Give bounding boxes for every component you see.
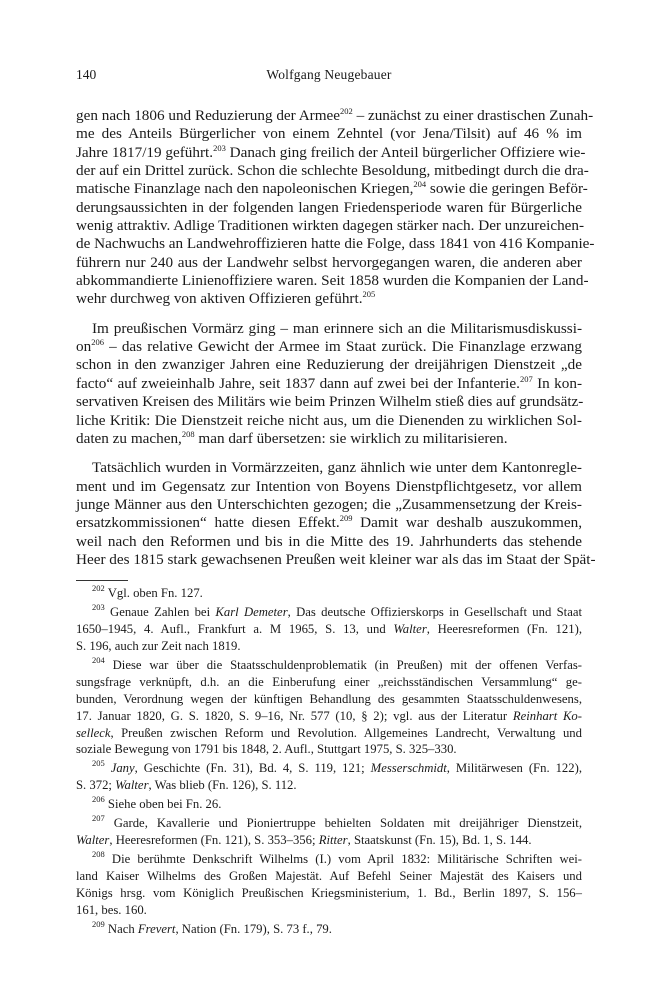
text-line: 161, bes. 160. [76,902,147,917]
text-line: abkommandierte Linienoffiziere waren. Seit 1858 wurden die Kompanien der Land- [76,272,589,290]
footnote-mark: 203 [213,142,226,153]
footnote [76,585,582,602]
paragraph [76,459,596,569]
text-line: $^{209}$ Nach Frevert, Nation (Fn. 179), S. 73 f., 79. [92,918,332,936]
text-line: bunden, Verordnung wegen der künftigen Behandlung des gesammten Staatsschuldenwesens, [76,691,582,706]
footnote-mark: 207 [92,813,105,824]
text-line: facto“ auf zweieinhalb Jahre, seit 1837 dann auf zwei bei der Infanterie.$^{207}$ In kon- [76,373,582,392]
text-line: führern nur 240 aus der Landwehr selbst hervorgegangen waren, die anderen aber [76,253,582,271]
footnote [76,815,582,849]
text-line: S. 196, auch zur Zeit nach 1819. [76,638,241,653]
footnote-mark: 208 [92,849,105,860]
text-line: weil nach den Reformen und bis in die Mitte des 19. Jahrhunderts das stehende [76,532,582,550]
text-line: $on^{206}$ – das relative Gewicht der Armee im Staat zurück. Die Finanzlage erzwang [76,337,582,356]
footnote-mark: 206 [92,794,105,805]
footnote [76,601,582,655]
footnote-mark: 209 [339,513,353,524]
text-line: ersatzkommissionen“ hatte diesen Effekt.$^{209}$ Damit war deshalb auszukommen, [76,513,582,532]
text-line: Jahre 1817/19 geführt.$^{203}$ Danach ging freilich der Anteil bürgerlicher Offiziere wie- [76,142,586,161]
footnotes [76,585,582,938]
footnote-mark: 202 [340,106,353,116]
text-line: $^{202}$ Vgl. oben Fn. 127. [92,583,203,600]
paragraph [76,320,582,448]
paragraph [76,106,595,309]
text-line: de Nachwuchs an Landwehroffizieren hatte die Folge, dass 1841 von 416 Kompanie- [76,235,595,253]
text-line: $^{203}$ Genaue Zahlen bei Karl Demeter, Das deutsche Offizierskorps in Gesellschaft und Staat [92,601,582,619]
footnote-mark: 205 [92,758,105,769]
text-line: selleck, Preußen zwischen Reform und Revolution. Allgemeines Landrecht, Verwaltung und [76,725,582,740]
footnote-mark: 204 [92,654,105,665]
footnote [76,918,582,938]
footnote-mark: 202 [92,583,105,593]
footnote-mark: 207 [519,373,533,384]
text-line: soziale Bewegung von 1791 bis 1848, 2. Aufl., Stuttgart 1975, S. 325–330. [76,742,457,757]
text-line: S. 372; Walter, Was blieb (Fn. 126), S. 112. [76,778,297,793]
text-line: servativen Kreisen des Militärs wie beim Prinzen Wilhelm stieß dies auf grundsätz- [76,393,584,411]
text-line: Tatsächlich wurden in Vormärzzeiten, ganz ähnlich wie unter dem Kantonregle- [92,459,582,477]
footnote [76,851,582,919]
text-line: 17. Januar 1820, G. S. 1820, S. 9–16, Nr. 577 (10, § 2); vgl. aus der Literatur Reinhart Ko- [76,708,582,723]
text-line: $^{204}$ Diese war über die Staatsschuldenproblematik (in Preußen) mit der offenen Verfas- [92,654,582,672]
running-header [76,67,582,85]
footnote [76,796,582,813]
footnote-mark: 206 [91,337,104,348]
footnote [76,654,582,759]
footnote-mark: 205 [362,289,376,300]
text-line: Heer des 1815 stark gewachsenen Preußen weit kleiner war als das im Staat der Spät- [76,550,596,568]
text-line: junge Männer aus den Unterschichten gezogen; die „Zusammensetzung der Kreis- [76,495,582,513]
text-line: wenig attraktiv. Adlige Traditionen wirkten dagegen stärker nach. Der unzureichen- [76,217,585,235]
text-line: daten zu machen,$^{208}$ man darf übersetzen: sie wirklich zu militarisieren. [76,428,508,447]
text-line: Walter, Heeresreformen (Fn. 121), S. 353–356; Ritter, Staatskunst (Fn. 15), Bd. 1, S. 144. [76,833,532,848]
text-line: me des Anteils Bürgerlicher von einem Zehntel (vor Jena/Tilsit) auf 46 % im [76,125,582,143]
main-text [76,106,596,569]
text-line: schon in den zwanziger Jahren eine Reduzierung der dreijährigen Dienstzeit „de [76,356,582,374]
text-line: Königs hrsg. vom Königlich Preußischen Kriegsministerium, 1. Bd., Berlin 1897, S. 156– [76,885,582,900]
text-line: $^{207}$ Garde, Kavallerie und Pioniertruppe behielten Soldaten mit dreijähriger Dienstzeit, [92,813,582,831]
footnote-separator [76,580,128,581]
text-line: $^{206}$ Siehe oben bei Fn. 26. [92,794,222,812]
text-line: $^{205}$ Jany, Geschichte (Fn. 31), Bd. 4, S. 119, 121; Messerschmidt, Militärwesen (Fn. 122), [92,758,582,776]
text-line: liche Kritik: Die Dienstzeit reiche nicht aus, um die Dienenden zu wirklichen Sol- [76,411,582,429]
text-line: ment und im Gegensatz zur Intention von Boyens Dienstpflichtgesetz, vor allem [76,477,582,495]
text-line: sungsfrage verknüpft, d.h. an die Einberufung einer „reichsständischen Versammlung“ ge- [76,674,582,689]
footnote-mark: 204 [413,179,427,190]
text-line: wehr durchweg von aktiven Offizieren geführt.$^{205}$ [76,289,376,308]
text-line: 1650–1945, 4. Aufl., Frankfurt a. M 1965, S. 13, und Walter, Heeresreformen (Fn. 121), [76,621,582,636]
text-line: der auf ein Drittel zurück. Schon die schlechte Besoldung, mitbedingt durch die dra- [76,162,589,180]
running-header-author: Wolfgang Neugebauer [266,67,392,82]
text-line: Im preußischen Vormärz ging – man erinnere sich an die Militarismusdiskussi- [92,319,582,337]
text-line: derungsaussichten in der folgenden langen Friedensperiode waren für Bürgerliche [76,198,582,216]
text-line: land Kaiser Wilhelms des Großen Majestät. Auf Befehl Seiner Majestät des Kaisers und [76,869,582,883]
footnote-mark: 203 [92,601,105,612]
page-number: 140 [76,67,97,82]
text-line: matische Finanzlage nach den napoleonischen Kriegen,$^{204}$ sowie die geringen Beför- [76,179,588,198]
text-line: gen nach 1806 und Reduzierung der Armee$^{202}$ – zunächst zu einer drastischen Zunah- [76,106,594,124]
footnote-mark: 209 [92,918,105,929]
footnote-mark: 208 [181,428,195,439]
text-line: $^{208}$ Die berühmte Denkschrift Wilhelms (I.) vom April 1832: Militärische Schriften wei- [92,849,582,867]
footnote [76,760,582,794]
